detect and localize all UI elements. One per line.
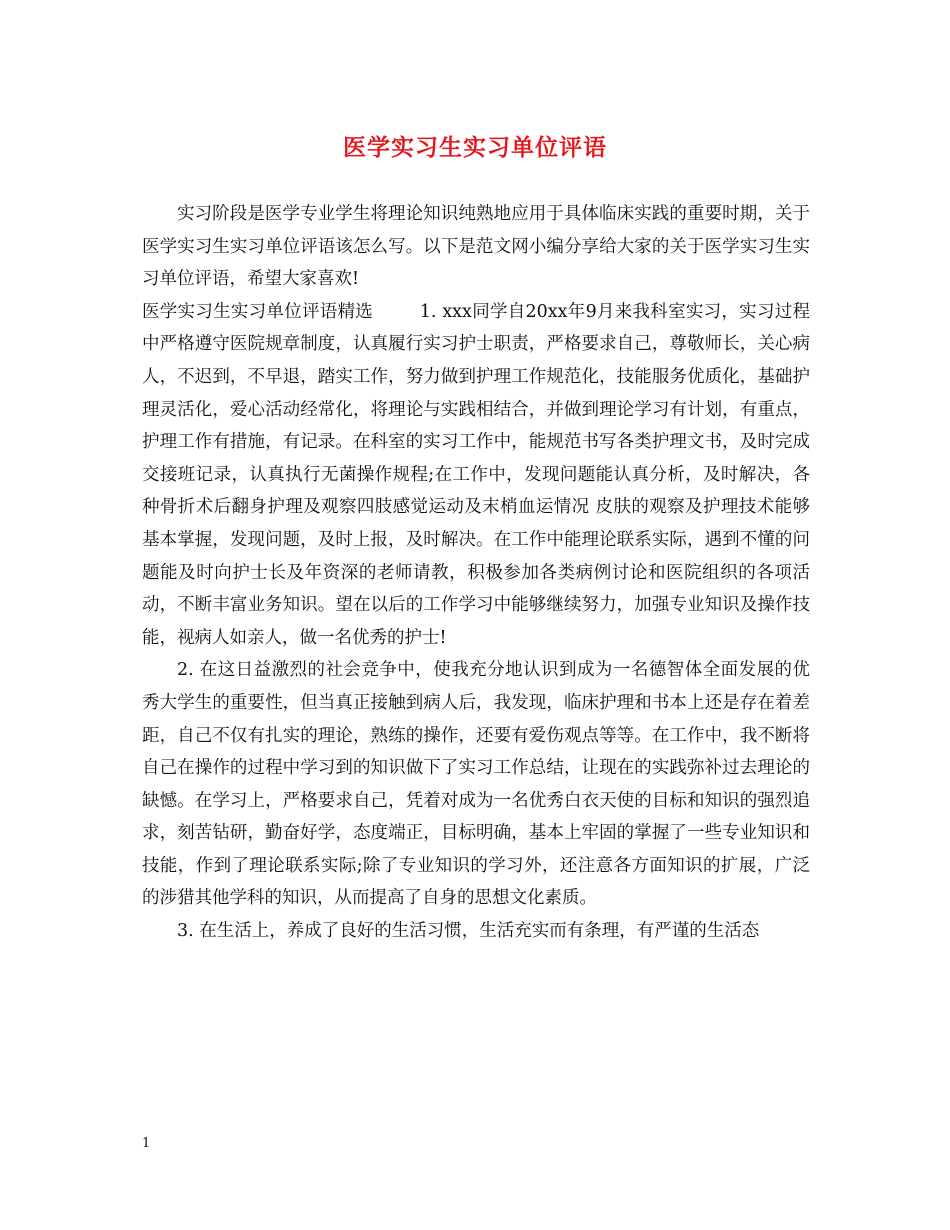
item-2-paragraph: 2. 在这日益激烈的社会竞争中，使我充分地认识到成为一名德智体全面发展的优秀大学生的重要性，但当真正接触到病人后，我发现，临床护理和书本上还是存在着差距，自己不仅有扎实的理论，熟练的操作，还要有爱伤观点等等。在工作中，我不断将自己在操作的过程中学习到的知识做下了实习工作总结，让现在的实践弥补过去理论的缺憾。在学习上，严格要求自己，凭着对成为一名优秀白衣天使的目标和知识的强烈追求，刻苦钻研，勤奋好学，态度端正，目标明确，基本上牢固的掌握了一些专业知识和技能，作到了理论联系实际;除了专业知识的学习外，还注意各方面知识的扩展，广泛的涉猎其他学科的知识，从而提高了自身的思想文化素质。 <box>142 660 810 909</box>
item-1-paragraph <box>142 296 810 655</box>
intro-paragraph: 实习阶段是医学专业学生将理论知识纯熟地应用于具体临床实践的重要时期，关于医学实习生实习单位评语该怎么写。以下是范文网小编分享给大家的关于医学实习生实习单位评语，希望大家喜欢! <box>142 204 810 290</box>
document-body <box>142 198 810 948</box>
section-heading: 医学实习生实习单位评语精选 <box>142 301 374 322</box>
heading-gap <box>373 302 420 322</box>
item-1-text: 1. xxx同学自20xx年9月来我科室实习，实习过程中严格遵守医院规章制度，认真履行实习护士职责，严格要求自己，尊敬师长，关心病人，不迟到，不早退，踏实工作，努力做到护理工作规范化，技能服务优质化，基础护理灵活化，爱心活动经常化，将理论与实践相结合，并做到理论学习有计划，有重点，护理工作有措施，有记录。在科室的实习工作中，能规范书写各类护理文书，及时完成交接班记录，认真执行无菌操作规程;在工作中，发现问题能认真分析，及时解决，各种骨折术后翻身护理及观察四肢感觉运动及末梢血运情况 皮肤的观察及护理技术能够基本掌握，发现问题，及时上报，及时解决。在工作中能理论联系实际，遇到不懂的问题能及时向护士长及年资深的老师请教，积极参加各类病例讨论和医院组织的各项活动，不断丰富业务知识。望在以后的工作学习中能够继续努力，加强专业知识及操作技能，视病人如亲人，做一名优秀的护士! <box>142 301 810 648</box>
document-title: 医学实习生实习单位评语 <box>343 134 607 161</box>
page-number: 1 <box>142 1136 151 1151</box>
item-3-paragraph: 3. 在生活上，养成了良好的生活习惯，生活充实而有条理，有严谨的生活态 <box>177 921 760 942</box>
